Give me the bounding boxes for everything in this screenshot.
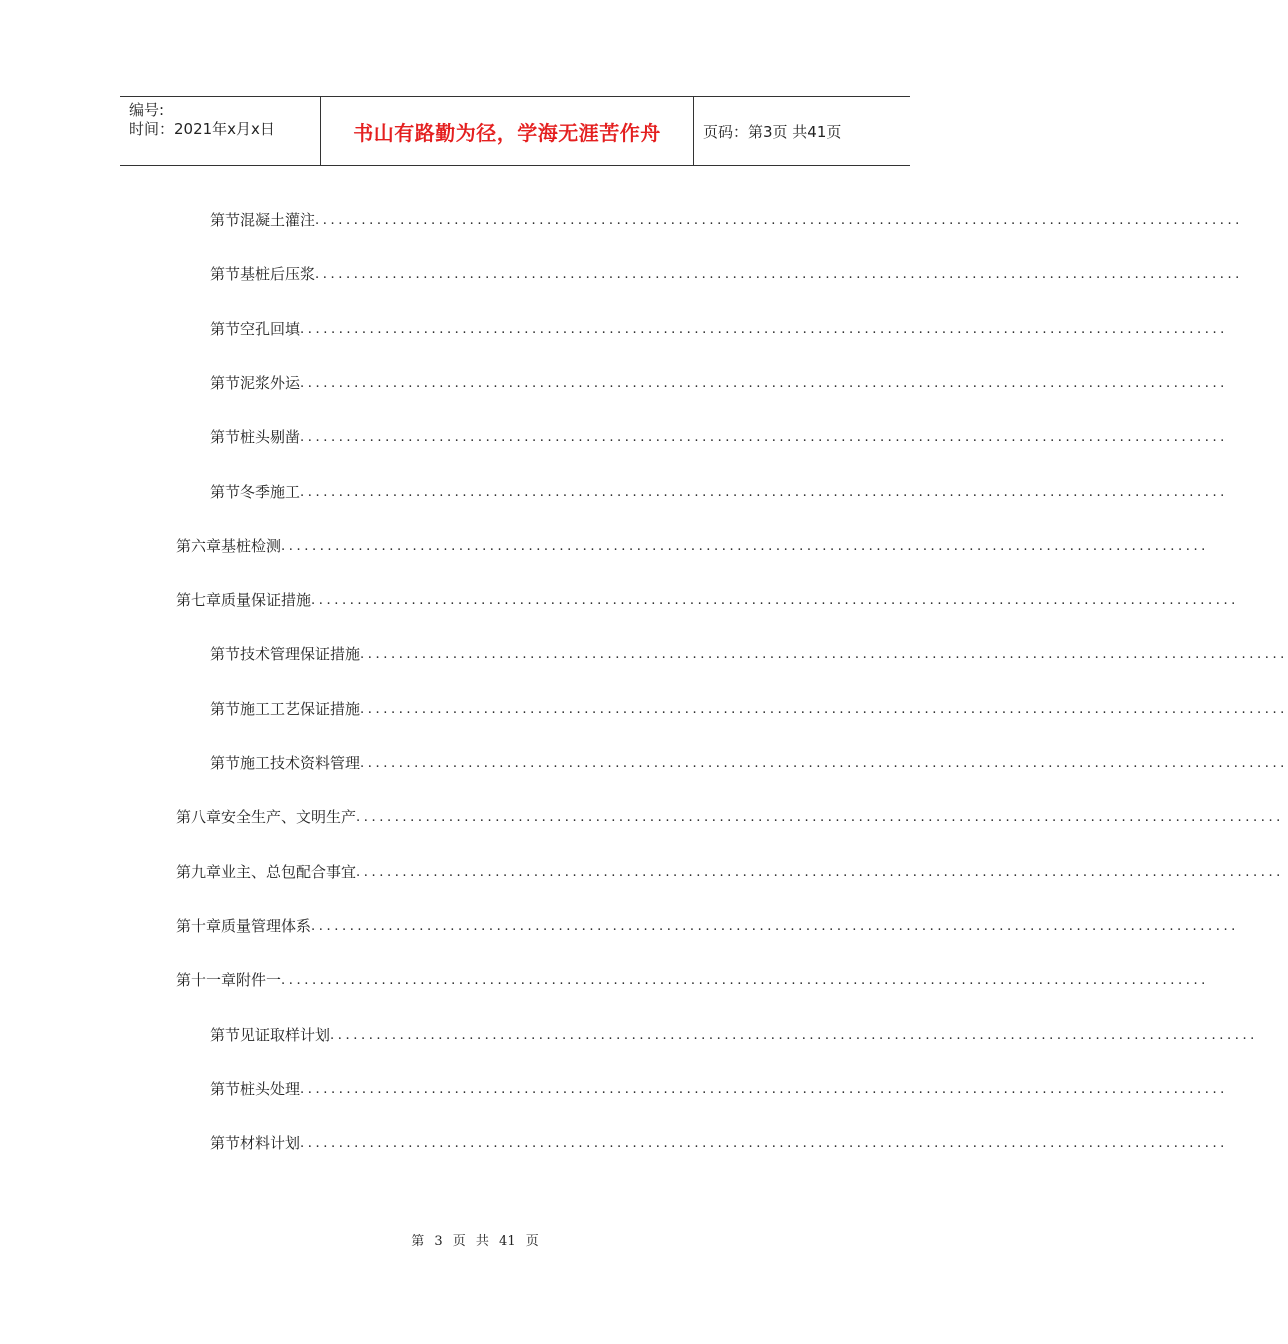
toc-chapter-entry[interactable] (176, 858, 1284, 882)
toc-dot-leader: ........................................................................................................................ (315, 213, 1243, 228)
toc-dot-leader: ........................................................................................................................ (356, 810, 1284, 825)
toc-entry-number: 第节 (210, 320, 241, 338)
toc-dot-leader: ........................................................................................................................ (300, 485, 1228, 500)
toc-entry-title: 混凝土灌注 (240, 211, 316, 229)
toc-dot-leader: ........................................................................................................................ (281, 973, 1209, 988)
toc-dot-leader: ........................................................................................................................ (281, 539, 1209, 554)
toc-entry-number: 第八章 (176, 808, 222, 826)
toc-entry-number: 第节 (210, 483, 241, 501)
toc-section-entry[interactable] (210, 640, 1288, 664)
toc-section-entry[interactable] (210, 1075, 1228, 1099)
page-footer (0, 1230, 950, 1249)
toc-entry-number: 第节 (210, 428, 241, 446)
toc-entry-title: 冬季施工 (240, 483, 301, 501)
toc-dot-leader: ........................................................................................................................ (360, 702, 1288, 717)
toc-chapter-entry[interactable] (176, 586, 1239, 610)
toc-entry-title: 安全生产、文明生产 (221, 808, 357, 826)
toc-dot-leader: ........................................................................................................................ (300, 430, 1228, 445)
header-page-number: 页码：第3页 共41页 (703, 122, 842, 141)
toc-entry-number: 第节 (210, 1080, 241, 1098)
toc-entry-title: 技术管理保证措施 (240, 645, 361, 663)
toc-entry-number: 第节 (210, 754, 241, 772)
toc-dot-leader: ........................................................................................................................ (360, 756, 1288, 771)
toc-entry-title: 见证取样计划 (240, 1026, 331, 1044)
toc-entry-title: 基桩检测 (221, 537, 282, 555)
toc-section-entry[interactable] (210, 1021, 1258, 1045)
page-header (120, 96, 910, 166)
toc-entry-title: 施工工艺保证措施 (240, 700, 361, 718)
toc-entry-title: 业主、总包配合事宜 (221, 863, 357, 881)
toc-chapter-entry[interactable] (176, 966, 1209, 990)
toc-section-entry[interactable] (210, 369, 1228, 393)
header-motto: 书山有路勤为径，学海无涯苦作舟 (321, 97, 694, 165)
toc-chapter-entry[interactable] (176, 912, 1239, 936)
document-number-label: 编号: (129, 101, 165, 119)
toc-section-entry[interactable] (210, 749, 1288, 773)
toc-entry-number: 第六章 (176, 537, 222, 555)
toc-section-entry[interactable] (210, 478, 1228, 502)
toc-entry-number: 第节 (210, 374, 241, 392)
toc-section-entry[interactable] (210, 315, 1228, 339)
toc-entry-number: 第节 (210, 700, 241, 718)
toc-entry-title: 施工技术资料管理 (240, 754, 361, 772)
toc-entry-number: 第节 (210, 211, 241, 229)
toc-dot-leader: ........................................................................................................................ (300, 322, 1228, 337)
footer-page-number: 第 3 页 共 41 页 (411, 1234, 539, 1249)
toc-entry-title: 桩头剔凿 (240, 428, 301, 446)
toc-dot-leader: ........................................................................................................................ (360, 647, 1288, 662)
toc-entry-title: 质量保证措施 (221, 591, 312, 609)
toc-section-entry[interactable] (210, 206, 1243, 230)
toc-entry-number: 第节 (210, 645, 241, 663)
toc-entry-number: 第节 (210, 265, 241, 283)
toc-entry-title: 泥浆外运 (240, 374, 301, 392)
header-meta (120, 97, 321, 165)
toc-section-entry[interactable] (210, 260, 1243, 284)
toc-section-entry[interactable] (210, 1129, 1228, 1153)
toc-dot-leader: ........................................................................................................................ (311, 919, 1239, 934)
toc-entry-number: 第九章 (176, 863, 222, 881)
toc-chapter-entry[interactable] (176, 803, 1284, 827)
toc-entry-title: 桩头处理 (240, 1080, 301, 1098)
toc-entry-title: 质量管理体系 (221, 917, 312, 935)
toc-entry-title: 空孔回填 (240, 320, 301, 338)
toc-entry-title: 材料计划 (240, 1134, 301, 1152)
document-time-label: 时间：2021年x月x日 (129, 120, 275, 138)
toc-entry-title: 基桩后压浆 (240, 265, 316, 283)
toc-dot-leader: ........................................................................................................................ (356, 865, 1284, 880)
toc-entry-number: 第十章 (176, 917, 222, 935)
toc-section-entry[interactable] (210, 695, 1288, 719)
toc-entry-number: 第十一章 (176, 971, 237, 989)
toc-dot-leader: ........................................................................................................................ (315, 267, 1243, 282)
toc-entry-number: 第节 (210, 1026, 241, 1044)
toc-dot-leader: ........................................................................................................................ (311, 593, 1239, 608)
toc-entry-number: 第节 (210, 1134, 241, 1152)
toc-entry-title: 附件一 (236, 971, 282, 989)
toc-section-entry[interactable] (210, 423, 1228, 447)
toc-chapter-entry[interactable] (176, 532, 1209, 556)
toc-dot-leader: ........................................................................................................................ (300, 1082, 1228, 1097)
toc-dot-leader: ........................................................................................................................ (330, 1028, 1258, 1043)
toc-entry-number: 第七章 (176, 591, 222, 609)
toc-dot-leader: ........................................................................................................................ (300, 376, 1228, 391)
toc-dot-leader: ........................................................................................................................ (300, 1136, 1228, 1151)
